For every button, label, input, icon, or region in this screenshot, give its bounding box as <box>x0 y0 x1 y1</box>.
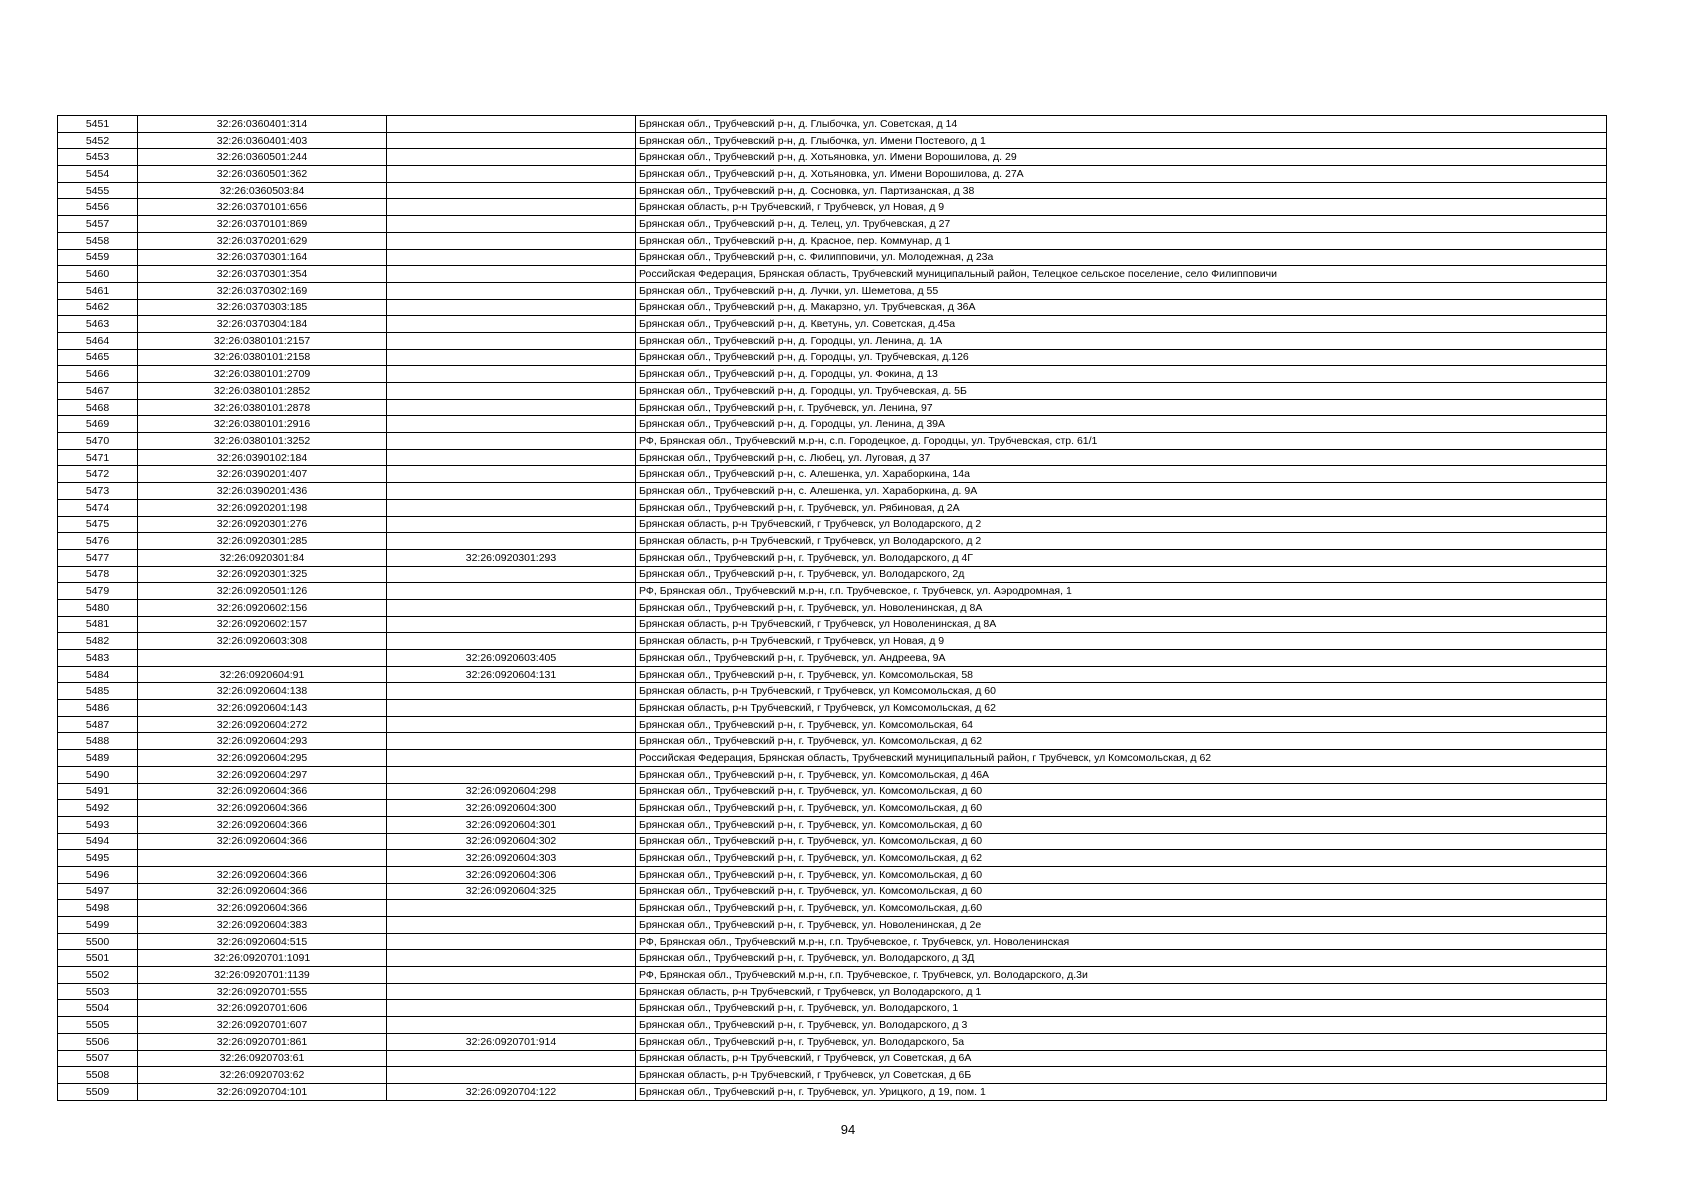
address-cell: Брянская обл., Трубчевский р-н, г. Трубчевск, ул. Володарского, д 3Д <box>636 950 1607 967</box>
table-row <box>58 883 1607 900</box>
row-number-cell: 5460 <box>58 266 138 283</box>
cadastral-number-cell: 32:26:0920701:607 <box>138 1017 387 1034</box>
table-row <box>58 933 1607 950</box>
row-number-cell: 5508 <box>58 1067 138 1084</box>
cadastral-number-cell: 32:26:0370302:169 <box>138 282 387 299</box>
row-number-cell: 5474 <box>58 499 138 516</box>
cadastral-number-cell: 32:26:0920604:91 <box>138 666 387 683</box>
table-row <box>58 1050 1607 1067</box>
row-number-cell: 5470 <box>58 433 138 450</box>
address-cell: Брянская обл., Трубчевский р-н, г. Трубчевск, ул. Комсомольская, д 62 <box>636 733 1607 750</box>
row-number-cell: 5495 <box>58 850 138 867</box>
row-number-cell: 5477 <box>58 549 138 566</box>
address-cell: РФ, Брянская обл., Трубчевский м.р-н, с.п. Городецкое, д. Городцы, ул. Трубчевская, стр. 61/1 <box>636 433 1607 450</box>
related-cadastral-number-cell: 32:26:0920604:303 <box>387 850 636 867</box>
table-row <box>58 783 1607 800</box>
table-row <box>58 566 1607 583</box>
related-cadastral-number-cell <box>387 216 636 233</box>
row-number-cell: 5471 <box>58 449 138 466</box>
address-cell: Брянская обл., Трубчевский р-н, г. Трубчевск, ул. Комсомольская, д 60 <box>636 866 1607 883</box>
address-cell: Брянская обл., Трубчевский р-н, с. Алешенка, ул. Хараборкина, 14а <box>636 466 1607 483</box>
related-cadastral-number-cell <box>387 182 636 199</box>
row-number-cell: 5499 <box>58 917 138 934</box>
table-row <box>58 1017 1607 1034</box>
table-row <box>58 917 1607 934</box>
address-cell: Российская Федерация, Брянская область, Трубчевский муниципальный район, г Трубчевск, ул Комсомольская, д 62 <box>636 750 1607 767</box>
row-number-cell: 5479 <box>58 583 138 600</box>
table-row <box>58 900 1607 917</box>
address-cell: Брянская обл., Трубчевский р-н, д. Красное, пер. Коммунар, д 1 <box>636 232 1607 249</box>
cadastral-number-cell: 32:26:0920604:272 <box>138 716 387 733</box>
address-cell: Брянская обл., Трубчевский р-н, г. Трубчевск, ул. Комсомольская, д.60 <box>636 900 1607 917</box>
cadastral-number-cell: 32:26:0920604:143 <box>138 700 387 717</box>
address-cell: Брянская обл., Трубчевский р-н, г. Трубчевск, ул. Володарского, 1 <box>636 1000 1607 1017</box>
address-cell: Брянская обл., Трубчевский р-н, г. Трубчевск, ул. Рябиновая, д 2А <box>636 499 1607 516</box>
registry-table <box>57 115 1607 1101</box>
address-cell: Брянская обл., Трубчевский р-н, д. Хотьяновка, ул. Имени Ворошилова, д. 29 <box>636 149 1607 166</box>
row-number-cell: 5509 <box>58 1083 138 1100</box>
cadastral-number-cell: 32:26:0920604:515 <box>138 933 387 950</box>
related-cadastral-number-cell <box>387 433 636 450</box>
related-cadastral-number-cell: 32:26:0920604:300 <box>387 800 636 817</box>
related-cadastral-number-cell: 32:26:0920604:298 <box>387 783 636 800</box>
related-cadastral-number-cell <box>387 349 636 366</box>
related-cadastral-number-cell: 32:26:0920604:301 <box>387 816 636 833</box>
cadastral-number-cell: 32:26:0920301:325 <box>138 566 387 583</box>
address-cell: Брянская область, р-н Трубчевский, г Трубчевск, ул Комсомольская, д 62 <box>636 700 1607 717</box>
row-number-cell: 5496 <box>58 866 138 883</box>
address-cell: Брянская область, р-н Трубчевский, г Трубчевск, ул Советская, д 6Б <box>636 1067 1607 1084</box>
address-cell: Брянская обл., Трубчевский р-н, с. Алешенка, ул. Хараборкина, д. 9А <box>636 483 1607 500</box>
related-cadastral-number-cell: 32:26:0920603:405 <box>387 650 636 667</box>
cadastral-number-cell: 32:26:0920604:366 <box>138 800 387 817</box>
address-cell: Брянская обл., Трубчевский р-н, г. Трубчевск, ул. Андреева, 9А <box>636 650 1607 667</box>
cadastral-number-cell: 32:26:0920604:293 <box>138 733 387 750</box>
cadastral-number-cell: 32:26:0370301:354 <box>138 266 387 283</box>
address-cell: Брянская область, р-н Трубчевский, г Трубчевск, ул Володарского, д 2 <box>636 516 1607 533</box>
row-number-cell: 5488 <box>58 733 138 750</box>
row-number-cell: 5491 <box>58 783 138 800</box>
cadastral-number-cell: 32:26:0920701:606 <box>138 1000 387 1017</box>
address-cell: Брянская обл., Трубчевский р-н, г. Трубчевск, ул. Новоленинская, д 8А <box>636 599 1607 616</box>
row-number-cell: 5458 <box>58 232 138 249</box>
related-cadastral-number-cell <box>387 149 636 166</box>
address-cell: Брянская обл., Трубчевский р-н, д. Кветунь, ул. Советская, д.45а <box>636 316 1607 333</box>
table-row <box>58 750 1607 767</box>
row-number-cell: 5478 <box>58 566 138 583</box>
table-row <box>58 132 1607 149</box>
cadastral-number-cell: 32:26:0370101:656 <box>138 199 387 216</box>
row-number-cell: 5498 <box>58 900 138 917</box>
cadastral-number-cell: 32:26:0920604:366 <box>138 883 387 900</box>
table-row <box>58 616 1607 633</box>
address-cell: Брянская обл., Трубчевский р-н, д. Хотьяновка, ул. Имени Ворошилова, д. 27А <box>636 166 1607 183</box>
table-row <box>58 182 1607 199</box>
related-cadastral-number-cell: 32:26:0920604:131 <box>387 666 636 683</box>
related-cadastral-number-cell <box>387 583 636 600</box>
related-cadastral-number-cell <box>387 232 636 249</box>
address-cell: Брянская обл., Трубчевский р-н, д. Городцы, ул. Трубчевская, д.126 <box>636 349 1607 366</box>
row-number-cell: 5454 <box>58 166 138 183</box>
table-row <box>58 549 1607 566</box>
related-cadastral-number-cell <box>387 316 636 333</box>
address-cell: Брянская обл., Трубчевский р-н, г. Трубчевск, ул. Комсомольская, д 60 <box>636 833 1607 850</box>
row-number-cell: 5456 <box>58 199 138 216</box>
cadastral-number-cell <box>138 650 387 667</box>
row-number-cell: 5504 <box>58 1000 138 1017</box>
cadastral-number-cell: 32:26:0920604:138 <box>138 683 387 700</box>
row-number-cell: 5469 <box>58 416 138 433</box>
address-cell: Брянская обл., Трубчевский р-н, г. Трубчевск, ул. Володарского, д 4Г <box>636 549 1607 566</box>
table-row <box>58 499 1607 516</box>
cadastral-number-cell: 32:26:0380101:3252 <box>138 433 387 450</box>
cadastral-number-cell: 32:26:0380101:2158 <box>138 349 387 366</box>
table-row <box>58 116 1607 133</box>
table-row <box>58 349 1607 366</box>
related-cadastral-number-cell: 32:26:0920301:293 <box>387 549 636 566</box>
row-number-cell: 5472 <box>58 466 138 483</box>
address-cell: Брянская область, р-н Трубчевский, г Трубчевск, ул Володарского, д 2 <box>636 533 1607 550</box>
cadastral-number-cell: 32:26:0920604:297 <box>138 766 387 783</box>
table-row <box>58 1000 1607 1017</box>
row-number-cell: 5455 <box>58 182 138 199</box>
address-cell: Брянская обл., Трубчевский р-н, г. Трубчевск, ул. Комсомольская, д 60 <box>636 800 1607 817</box>
table-row <box>58 249 1607 266</box>
address-cell: Брянская область, р-н Трубчевский, г Трубчевск, ул Новоленинская, д 8А <box>636 616 1607 633</box>
cadastral-number-cell: 32:26:0390201:407 <box>138 466 387 483</box>
table-row <box>58 666 1607 683</box>
related-cadastral-number-cell <box>387 566 636 583</box>
cadastral-number-cell: 32:26:0370101:869 <box>138 216 387 233</box>
row-number-cell: 5484 <box>58 666 138 683</box>
table-row <box>58 166 1607 183</box>
related-cadastral-number-cell <box>387 299 636 316</box>
cadastral-number-cell: 32:26:0920602:157 <box>138 616 387 633</box>
address-cell: Брянская обл., Трубчевский р-н, г. Трубчевск, ул. Комсомольская, д 60 <box>636 783 1607 800</box>
cadastral-number-cell: 32:26:0920701:861 <box>138 1033 387 1050</box>
address-cell: Брянская обл., Трубчевский р-н, д. Городцы, ул. Ленина, д. 1А <box>636 332 1607 349</box>
related-cadastral-number-cell <box>387 983 636 1000</box>
row-number-cell: 5506 <box>58 1033 138 1050</box>
cadastral-number-cell: 32:26:0920603:308 <box>138 633 387 650</box>
row-number-cell: 5475 <box>58 516 138 533</box>
cadastral-number-cell: 32:26:0380101:2916 <box>138 416 387 433</box>
related-cadastral-number-cell <box>387 266 636 283</box>
cadastral-number-cell: 32:26:0920301:276 <box>138 516 387 533</box>
cadastral-number-cell: 32:26:0390201:436 <box>138 483 387 500</box>
address-cell: Брянская область, р-н Трубчевский, г Трубчевск, ул Володарского, д 1 <box>636 983 1607 1000</box>
table-row <box>58 299 1607 316</box>
table-row <box>58 232 1607 249</box>
cadastral-number-cell: 32:26:0920201:198 <box>138 499 387 516</box>
cadastral-number-cell: 32:26:0390102:184 <box>138 449 387 466</box>
table-row <box>58 1033 1607 1050</box>
row-number-cell: 5501 <box>58 950 138 967</box>
related-cadastral-number-cell: 32:26:0920604:302 <box>387 833 636 850</box>
related-cadastral-number-cell <box>387 483 636 500</box>
row-number-cell: 5486 <box>58 700 138 717</box>
table-row <box>58 599 1607 616</box>
address-cell: Брянская обл., Трубчевский р-н, с. Любец, ул. Луговая, д 37 <box>636 449 1607 466</box>
row-number-cell: 5463 <box>58 316 138 333</box>
row-number-cell: 5500 <box>58 933 138 950</box>
address-cell: Брянская обл., Трубчевский р-н, д. Сосновка, ул. Партизанская, д 38 <box>636 182 1607 199</box>
row-number-cell: 5505 <box>58 1017 138 1034</box>
address-cell: Брянская обл., Трубчевский р-н, г. Трубчевск, ул. Комсомольская, д 62 <box>636 850 1607 867</box>
cadastral-number-cell: 32:26:0370201:629 <box>138 232 387 249</box>
cadastral-number-cell: 32:26:0920604:366 <box>138 866 387 883</box>
related-cadastral-number-cell <box>387 199 636 216</box>
table-row <box>58 633 1607 650</box>
row-number-cell: 5490 <box>58 766 138 783</box>
related-cadastral-number-cell <box>387 900 636 917</box>
related-cadastral-number-cell <box>387 1050 636 1067</box>
related-cadastral-number-cell <box>387 716 636 733</box>
related-cadastral-number-cell <box>387 466 636 483</box>
cadastral-number-cell: 32:26:0360501:244 <box>138 149 387 166</box>
related-cadastral-number-cell <box>387 383 636 400</box>
table-row <box>58 700 1607 717</box>
related-cadastral-number-cell <box>387 166 636 183</box>
row-number-cell: 5497 <box>58 883 138 900</box>
table-row <box>58 332 1607 349</box>
table-row <box>58 1067 1607 1084</box>
address-cell: Брянская обл., Трубчевский р-н, д. Телец, ул. Трубчевская, д 27 <box>636 216 1607 233</box>
row-number-cell: 5494 <box>58 833 138 850</box>
address-cell: Брянская обл., Трубчевский р-н, г. Трубчевск, ул. Урицкого, д 19, пом. 1 <box>636 1083 1607 1100</box>
related-cadastral-number-cell <box>387 332 636 349</box>
address-cell: Брянская обл., Трубчевский р-н, д. Городцы, ул. Фокина, д 13 <box>636 366 1607 383</box>
related-cadastral-number-cell <box>387 533 636 550</box>
address-cell: Брянская обл., Трубчевский р-н, д. Макарзно, ул. Трубчевская, д 36А <box>636 299 1607 316</box>
page-number: 94 <box>840 1122 856 1137</box>
table-row <box>58 866 1607 883</box>
table-row <box>58 466 1607 483</box>
related-cadastral-number-cell <box>387 1067 636 1084</box>
related-cadastral-number-cell <box>387 449 636 466</box>
address-cell: Брянская обл., Трубчевский р-н, г. Трубчевск, ул. Володарского, д 3 <box>636 1017 1607 1034</box>
row-number-cell: 5453 <box>58 149 138 166</box>
related-cadastral-number-cell <box>387 366 636 383</box>
table-row <box>58 833 1607 850</box>
cadastral-number-cell: 32:26:0920501:126 <box>138 583 387 600</box>
row-number-cell: 5485 <box>58 683 138 700</box>
row-number-cell: 5451 <box>58 116 138 133</box>
address-cell: Брянская обл., Трубчевский р-н, г. Трубчевск, ул. Комсомольская, д 60 <box>636 883 1607 900</box>
row-number-cell: 5492 <box>58 800 138 817</box>
cadastral-number-cell: 32:26:0380101:2878 <box>138 399 387 416</box>
row-number-cell: 5459 <box>58 249 138 266</box>
related-cadastral-number-cell <box>387 1000 636 1017</box>
cadastral-number-cell: 32:26:0920703:61 <box>138 1050 387 1067</box>
cadastral-number-cell: 32:26:0920602:156 <box>138 599 387 616</box>
related-cadastral-number-cell <box>387 399 636 416</box>
address-cell: Брянская обл., Трубчевский р-н, г. Трубчевск, ул. Володарского, 2д <box>636 566 1607 583</box>
table-row <box>58 483 1607 500</box>
related-cadastral-number-cell <box>387 499 636 516</box>
table-row <box>58 416 1607 433</box>
related-cadastral-number-cell <box>387 967 636 984</box>
address-cell: РФ, Брянская обл., Трубчевский м.р-н, г.п. Трубчевское, г. Трубчевск, ул. Новоленинская <box>636 933 1607 950</box>
table-row <box>58 716 1607 733</box>
table-row <box>58 983 1607 1000</box>
related-cadastral-number-cell <box>387 683 636 700</box>
related-cadastral-number-cell: 32:26:0920604:325 <box>387 883 636 900</box>
cadastral-number-cell <box>138 850 387 867</box>
table-row <box>58 583 1607 600</box>
cadastral-number-cell: 32:26:0370301:164 <box>138 249 387 266</box>
related-cadastral-number-cell <box>387 733 636 750</box>
cadastral-number-cell: 32:26:0920604:366 <box>138 816 387 833</box>
row-number-cell: 5476 <box>58 533 138 550</box>
table-row <box>58 199 1607 216</box>
address-cell: Брянская обл., Трубчевский р-н, д. Глыбочка, ул. Имени Постевого, д 1 <box>636 132 1607 149</box>
address-cell: Брянская обл., Трубчевский р-н, г. Трубчевск, ул. Комсомольская, д 60 <box>636 816 1607 833</box>
table-row <box>58 683 1607 700</box>
table-row <box>58 449 1607 466</box>
related-cadastral-number-cell <box>387 599 636 616</box>
row-number-cell: 5481 <box>58 616 138 633</box>
cadastral-number-cell: 32:26:0360503:84 <box>138 182 387 199</box>
row-number-cell: 5489 <box>58 750 138 767</box>
cadastral-number-cell: 32:26:0920701:555 <box>138 983 387 1000</box>
address-cell: Брянская обл., Трубчевский р-н, д. Городцы, ул. Ленина, д 39А <box>636 416 1607 433</box>
table-row <box>58 850 1607 867</box>
row-number-cell: 5493 <box>58 816 138 833</box>
row-number-cell: 5502 <box>58 967 138 984</box>
row-number-cell: 5482 <box>58 633 138 650</box>
table-row <box>58 366 1607 383</box>
related-cadastral-number-cell: 32:26:0920604:306 <box>387 866 636 883</box>
address-cell: Брянская обл., Трубчевский р-н, г. Трубчевск, ул. Новоленинская, д 2е <box>636 917 1607 934</box>
related-cadastral-number-cell <box>387 132 636 149</box>
cadastral-number-cell: 32:26:0370303:185 <box>138 299 387 316</box>
table-row <box>58 433 1607 450</box>
row-number-cell: 5465 <box>58 349 138 366</box>
row-number-cell: 5457 <box>58 216 138 233</box>
cadastral-number-cell: 32:26:0920701:1091 <box>138 950 387 967</box>
address-cell: РФ, Брянская обл., Трубчевский м.р-н, г.п. Трубчевское, г. Трубчевск, ул. Аэродромная, 1 <box>636 583 1607 600</box>
address-cell: Брянская обл., Трубчевский р-н, д. Лучки, ул. Шеметова, д 55 <box>636 282 1607 299</box>
cadastral-number-cell: 32:26:0920604:295 <box>138 750 387 767</box>
row-number-cell: 5461 <box>58 282 138 299</box>
cadastral-number-cell: 32:26:0380101:2157 <box>138 332 387 349</box>
cadastral-number-cell: 32:26:0920604:366 <box>138 783 387 800</box>
table-row <box>58 216 1607 233</box>
related-cadastral-number-cell <box>387 516 636 533</box>
cadastral-number-cell: 32:26:0380101:2709 <box>138 366 387 383</box>
related-cadastral-number-cell <box>387 282 636 299</box>
related-cadastral-number-cell <box>387 116 636 133</box>
cadastral-number-cell: 32:26:0920604:383 <box>138 917 387 934</box>
registry-table-body <box>58 116 1607 1101</box>
table-row <box>58 266 1607 283</box>
address-cell: Брянская обл., Трубчевский р-н, г. Трубчевск, ул. Комсомольская, 58 <box>636 666 1607 683</box>
address-cell: Брянская обл., Трубчевский р-н, д. Городцы, ул. Трубчевская, д. 5Б <box>636 383 1607 400</box>
address-cell: Российская Федерация, Брянская область, Трубчевский муниципальный район, Телецкое сельское поселение, село Филипповичи <box>636 266 1607 283</box>
row-number-cell: 5464 <box>58 332 138 349</box>
related-cadastral-number-cell <box>387 616 636 633</box>
table-row <box>58 316 1607 333</box>
address-cell: Брянская обл., Трубчевский р-н, г. Трубчевск, ул. Ленина, 97 <box>636 399 1607 416</box>
cadastral-number-cell: 32:26:0920301:84 <box>138 549 387 566</box>
table-row <box>58 399 1607 416</box>
related-cadastral-number-cell <box>387 1017 636 1034</box>
cadastral-number-cell: 32:26:0370304:184 <box>138 316 387 333</box>
table-row <box>58 800 1607 817</box>
cadastral-number-cell: 32:26:0920701:1139 <box>138 967 387 984</box>
table-row <box>58 533 1607 550</box>
related-cadastral-number-cell <box>387 766 636 783</box>
table-row <box>58 1083 1607 1100</box>
address-cell: Брянская обл., Трубчевский р-н, г. Трубчевск, ул. Комсомольская, д 46А <box>636 766 1607 783</box>
address-cell: Брянская область, р-н Трубчевский, г Трубчевск, ул Новая, д 9 <box>636 199 1607 216</box>
cadastral-number-cell: 32:26:0360401:314 <box>138 116 387 133</box>
table-row <box>58 733 1607 750</box>
related-cadastral-number-cell <box>387 249 636 266</box>
address-cell: РФ, Брянская обл., Трубчевский м.р-н, г.п. Трубчевское, г. Трубчевск, ул. Володарского, д.3и <box>636 967 1607 984</box>
cadastral-number-cell: 32:26:0380101:2852 <box>138 383 387 400</box>
table-row <box>58 967 1607 984</box>
row-number-cell: 5467 <box>58 383 138 400</box>
related-cadastral-number-cell <box>387 750 636 767</box>
table-row <box>58 149 1607 166</box>
related-cadastral-number-cell <box>387 633 636 650</box>
related-cadastral-number-cell <box>387 700 636 717</box>
cadastral-number-cell: 32:26:0920703:62 <box>138 1067 387 1084</box>
row-number-cell: 5466 <box>58 366 138 383</box>
row-number-cell: 5503 <box>58 983 138 1000</box>
cadastral-number-cell: 32:26:0360501:362 <box>138 166 387 183</box>
row-number-cell: 5487 <box>58 716 138 733</box>
cadastral-number-cell: 32:26:0920704:101 <box>138 1083 387 1100</box>
address-cell: Брянская обл., Трубчевский р-н, д. Глыбочка, ул. Советская, д 14 <box>636 116 1607 133</box>
table-row <box>58 650 1607 667</box>
row-number-cell: 5480 <box>58 599 138 616</box>
related-cadastral-number-cell <box>387 933 636 950</box>
related-cadastral-number-cell <box>387 416 636 433</box>
cadastral-number-cell: 32:26:0920604:366 <box>138 900 387 917</box>
related-cadastral-number-cell <box>387 950 636 967</box>
row-number-cell: 5507 <box>58 1050 138 1067</box>
address-cell: Брянская область, р-н Трубчевский, г Трубчевск, ул Новая, д 9 <box>636 633 1607 650</box>
cadastral-number-cell: 32:26:0920604:366 <box>138 833 387 850</box>
table-row <box>58 516 1607 533</box>
cadastral-number-cell: 32:26:0360401:403 <box>138 132 387 149</box>
row-number-cell: 5473 <box>58 483 138 500</box>
row-number-cell: 5483 <box>58 650 138 667</box>
row-number-cell: 5452 <box>58 132 138 149</box>
related-cadastral-number-cell <box>387 917 636 934</box>
row-number-cell: 5468 <box>58 399 138 416</box>
address-cell: Брянская область, р-н Трубчевский, г Трубчевск, ул Советская, д 6А <box>636 1050 1607 1067</box>
table-row <box>58 816 1607 833</box>
table-row <box>58 383 1607 400</box>
address-cell: Брянская область, р-н Трубчевский, г Трубчевск, ул Комсомольская, д 60 <box>636 683 1607 700</box>
address-cell: Брянская обл., Трубчевский р-н, г. Трубчевск, ул. Комсомольская, 64 <box>636 716 1607 733</box>
table-row <box>58 950 1607 967</box>
related-cadastral-number-cell: 32:26:0920701:914 <box>387 1033 636 1050</box>
cadastral-number-cell: 32:26:0920301:285 <box>138 533 387 550</box>
related-cadastral-number-cell: 32:26:0920704:122 <box>387 1083 636 1100</box>
row-number-cell: 5462 <box>58 299 138 316</box>
table-row <box>58 282 1607 299</box>
table-row <box>58 766 1607 783</box>
address-cell: Брянская обл., Трубчевский р-н, г. Трубчевск, ул. Володарского, 5а <box>636 1033 1607 1050</box>
address-cell: Брянская обл., Трубчевский р-н, с. Филипповичи, ул. Молодежная, д 23а <box>636 249 1607 266</box>
